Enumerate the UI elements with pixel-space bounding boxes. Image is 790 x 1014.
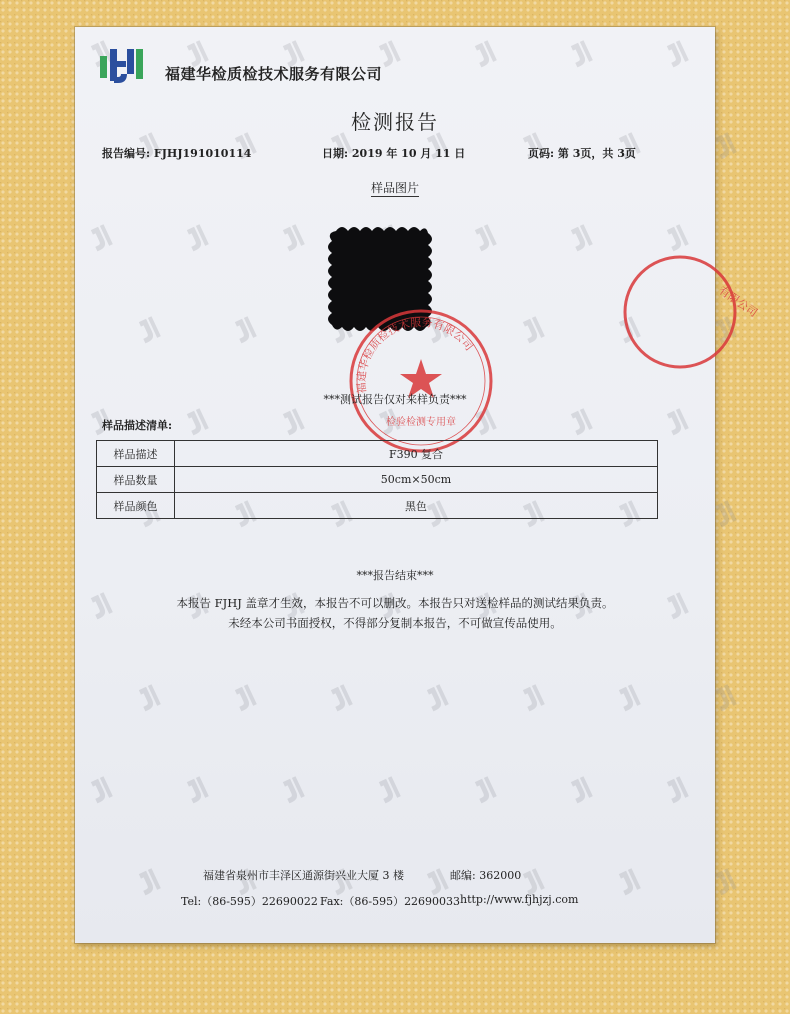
row-value: 黑色 (175, 493, 658, 519)
report-date (322, 145, 465, 161)
description-list-title: 样品描述清单: (102, 419, 173, 432)
report-date-value: 2019 年 10 月 11 日 (351, 147, 466, 160)
watermark-icon (467, 37, 501, 71)
watermark-icon (611, 681, 645, 715)
watermark-icon (515, 681, 549, 715)
footer-address: 福建省泉州市丰泽区通源街兴业大厦 3 楼 (203, 869, 404, 882)
watermark-icon (83, 773, 117, 807)
watermark-icon (515, 313, 549, 347)
watermark-icon (707, 681, 741, 715)
watermark-icon (659, 773, 693, 807)
partial-stamp (640, 252, 760, 372)
report-page (75, 27, 760, 943)
watermark-icon (419, 681, 453, 715)
watermark-icon (131, 313, 165, 347)
company-name: 福建华检质检技术服务有限公司 (165, 65, 383, 83)
watermark-icon (227, 313, 261, 347)
watermark-icon (275, 405, 309, 439)
watermark-icon (659, 37, 693, 71)
sample-description-table (96, 440, 658, 519)
watermark-icon (467, 221, 501, 255)
footer-website[interactable]: http://www.fjhjzj.com (460, 893, 579, 906)
watermark-icon (563, 37, 597, 71)
row-value: 50cm×50cm (175, 467, 658, 493)
footer-postcode (450, 867, 521, 883)
report-title: 检测报告 (351, 110, 439, 134)
report-date-label: 日期: (322, 147, 349, 160)
watermark-icon (707, 865, 741, 899)
svg-text:检验检测专用章: 检验检测专用章 (386, 417, 456, 428)
row-value: F390 复合 (175, 441, 658, 467)
copy-note: 未经本公司书面授权，不得部分复制本报告，不可做宣传品使用。 (228, 616, 562, 630)
sample-image-heading: 样品图片 (370, 181, 419, 195)
watermark-icon (611, 865, 645, 899)
watermark-icon (227, 681, 261, 715)
watermark-icon (563, 221, 597, 255)
footer-fax: Fax:（86-595）22690033 (320, 895, 461, 908)
row-label: 样品描述 (97, 441, 175, 467)
postcode-value: 362000 (479, 869, 522, 882)
watermark-icon (371, 773, 405, 807)
watermark-icon (467, 773, 501, 807)
sample-disclaimer: ***测试报告仅对来样负责*** (323, 393, 467, 406)
row-label: 样品颜色 (97, 493, 175, 519)
report-number (102, 145, 251, 161)
table-row (97, 441, 658, 467)
watermark-icon (275, 221, 309, 255)
watermark-icon (179, 773, 213, 807)
report-number-value: FJHJ191010114 (153, 147, 252, 160)
table-row (97, 493, 658, 519)
watermark-icon (323, 681, 357, 715)
postcode-label: 邮编: (450, 869, 476, 882)
report-page-number (528, 145, 636, 161)
report-page-value: 第 3页，共 3页 (557, 147, 636, 160)
footer-tel: Tel:（86-595）22690022 (181, 895, 318, 908)
table-row (97, 467, 658, 493)
report-number-label: 报告编号: (102, 147, 151, 160)
validity-note: 本报告 FJHJ 盖章才生效，本报告不可以删改。本报告只对送检样品的测试结果负责。 (176, 596, 614, 610)
company-logo (98, 46, 145, 86)
official-stamp (347, 307, 495, 455)
watermark-icon (563, 405, 597, 439)
watermark-icon (659, 221, 693, 255)
watermark-icon (563, 773, 597, 807)
svg-text:福建华检质检技术服务有限公司: 福建华检质检技术服务有限公司 (354, 315, 476, 395)
svg-text:有限公司: 有限公司 (716, 283, 760, 320)
report-end-mark: ***报告结束*** (356, 569, 434, 582)
watermark-icon (83, 221, 117, 255)
watermark-icon (131, 681, 165, 715)
watermark-icon (659, 405, 693, 439)
watermark-icon (179, 405, 213, 439)
watermark-icon (275, 773, 309, 807)
report-page-label: 页码: (528, 147, 555, 160)
row-label: 样品数量 (97, 467, 175, 493)
watermark-icon (707, 497, 741, 531)
watermark-icon (179, 221, 213, 255)
watermark-icon (131, 865, 165, 899)
